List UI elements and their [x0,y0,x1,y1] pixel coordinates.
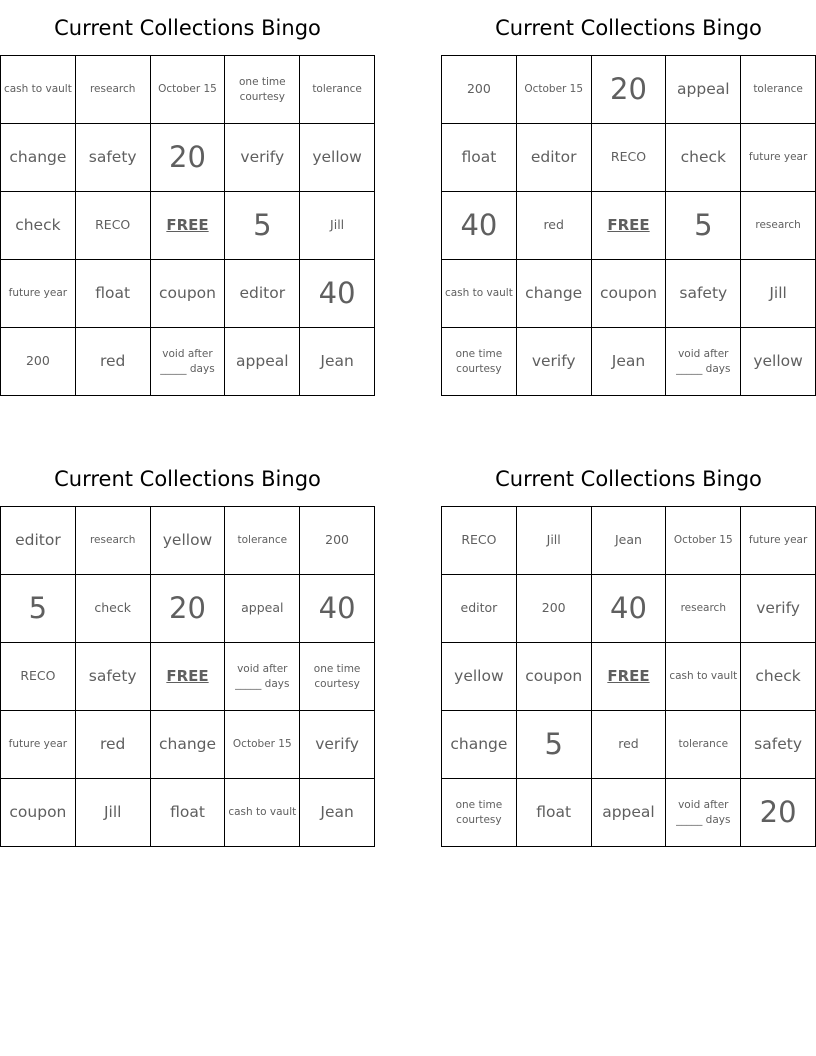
bingo-cell[interactable]: void after _____ days [666,779,741,847]
bingo-card-1 [0,0,375,396]
bingo-cell[interactable]: coupon [591,260,666,328]
bingo-cell[interactable]: cash to vault [442,260,517,328]
bingo-cell[interactable]: coupon [1,779,76,847]
bingo-cell[interactable]: red [75,328,150,396]
free-space-cell[interactable]: FREE [150,643,225,711]
bingo-cell[interactable]: Jean [591,507,666,575]
bingo-cell[interactable]: safety [666,260,741,328]
bingo-cell[interactable]: yellow [741,328,816,396]
grid-row [1,711,375,779]
bingo-cell[interactable]: 40 [300,575,375,643]
bingo-cell[interactable]: Jill [741,260,816,328]
bingo-cell[interactable]: editor [442,575,517,643]
grid-row [442,328,816,396]
free-space-cell[interactable]: FREE [591,643,666,711]
bingo-cell[interactable]: verify [741,575,816,643]
card-title: Current Collections Bingo [495,16,762,40]
bingo-cell[interactable]: October 15 [150,56,225,124]
bingo-cell[interactable]: safety [741,711,816,779]
bingo-cell[interactable]: 20 [591,56,666,124]
bingo-cell[interactable]: October 15 [666,507,741,575]
bingo-cell[interactable]: red [516,192,591,260]
grid-row [442,124,816,192]
bingo-cell[interactable]: tolerance [741,56,816,124]
grid-row [1,56,375,124]
bingo-cell[interactable]: cash to vault [1,56,76,124]
bingo-cell[interactable]: change [150,711,225,779]
grid-row [442,507,816,575]
bingo-cell[interactable]: void after _____ days [225,643,300,711]
bingo-cell[interactable]: future year [741,507,816,575]
grid-row [442,56,816,124]
bingo-cell[interactable]: RECO [1,643,76,711]
bingo-cell[interactable]: check [666,124,741,192]
bingo-cell[interactable]: change [516,260,591,328]
bingo-cell[interactable]: safety [75,643,150,711]
grid-row [442,643,816,711]
bingo-cell[interactable]: one time courtesy [225,56,300,124]
bingo-cell[interactable]: float [150,779,225,847]
bingo-cell[interactable]: check [741,643,816,711]
bingo-cell[interactable]: future year [1,260,76,328]
card-title: Current Collections Bingo [495,467,762,491]
bingo-cell[interactable]: change [1,124,76,192]
grid-row [442,260,816,328]
bingo-cell[interactable]: safety [75,124,150,192]
bingo-cell[interactable]: tolerance [300,56,375,124]
grid-row [442,575,816,643]
bingo-cell[interactable]: coupon [150,260,225,328]
bingo-cell[interactable]: one time courtesy [442,328,517,396]
bingo-cell[interactable]: future year [741,124,816,192]
bingo-cell[interactable]: appeal [666,56,741,124]
bingo-cell[interactable]: Jean [591,328,666,396]
bingo-cell[interactable]: yellow [300,124,375,192]
bingo-cell[interactable]: void after _____ days [150,328,225,396]
bingo-cell[interactable]: 200 [1,328,76,396]
bingo-cell[interactable]: check [1,192,76,260]
grid-row [1,507,375,575]
bingo-cell[interactable]: 20 [150,124,225,192]
grid-row [1,575,375,643]
bingo-cell[interactable]: editor [516,124,591,192]
bingo-cell[interactable]: 40 [300,260,375,328]
grid-row [1,779,375,847]
bingo-cell[interactable]: verify [516,328,591,396]
bingo-cell[interactable]: 200 [300,507,375,575]
grid-row [1,643,375,711]
bingo-cell[interactable]: 200 [442,56,517,124]
bingo-cell[interactable]: red [591,711,666,779]
bingo-cell[interactable]: void after _____ days [666,328,741,396]
grid-row [442,779,816,847]
bingo-cell[interactable]: appeal [591,779,666,847]
bingo-cell[interactable]: one time courtesy [300,643,375,711]
bingo-cell[interactable]: coupon [516,643,591,711]
grid-row [1,192,375,260]
grid-row [1,260,375,328]
bingo-grid [441,55,816,396]
bingo-cell[interactable]: verify [300,711,375,779]
bingo-cell[interactable]: research [741,192,816,260]
bingo-cell[interactable]: check [75,575,150,643]
bingo-cell[interactable]: October 15 [516,56,591,124]
grid-row [1,328,375,396]
bingo-cell[interactable]: Jill [300,192,375,260]
grid-row [1,124,375,192]
grid-row [442,711,816,779]
bingo-grid [0,506,375,847]
bingo-cell[interactable]: cash to vault [225,779,300,847]
bingo-cell[interactable]: tolerance [666,711,741,779]
bingo-cell[interactable]: research [75,56,150,124]
bingo-cell[interactable]: verify [225,124,300,192]
bingo-cell[interactable]: change [442,711,517,779]
bingo-cell[interactable]: editor [225,260,300,328]
bingo-cell[interactable]: appeal [225,575,300,643]
card-title: Current Collections Bingo [54,16,321,40]
card-title: Current Collections Bingo [54,467,321,491]
bingo-cell[interactable]: one time courtesy [442,779,517,847]
free-space-cell[interactable]: FREE [150,192,225,260]
bingo-cell[interactable]: Jean [300,779,375,847]
bingo-cell[interactable]: 40 [442,192,517,260]
bingo-cell[interactable]: RECO [442,507,517,575]
bingo-cell[interactable]: appeal [225,328,300,396]
bingo-cell[interactable]: cash to vault [666,643,741,711]
bingo-cell[interactable]: editor [1,507,76,575]
bingo-cell[interactable]: red [75,711,150,779]
grid-row [442,192,816,260]
bingo-cell[interactable]: 5 [1,575,76,643]
bingo-cell[interactable]: Jill [516,507,591,575]
bingo-cell[interactable]: tolerance [225,507,300,575]
bingo-cell[interactable]: Jill [75,779,150,847]
free-space-cell[interactable]: FREE [591,192,666,260]
bingo-grid [0,55,375,396]
bingo-cell[interactable]: float [442,124,517,192]
bingo-cell[interactable]: 5 [666,192,741,260]
bingo-cell[interactable]: yellow [150,507,225,575]
bingo-cell[interactable]: RECO [591,124,666,192]
bingo-cell[interactable]: October 15 [225,711,300,779]
bingo-cell[interactable]: float [516,779,591,847]
bingo-cell[interactable]: yellow [442,643,517,711]
bingo-cell[interactable]: 200 [516,575,591,643]
bingo-card-4 [441,451,816,847]
bingo-card-3 [0,451,375,847]
bingo-cell[interactable]: 20 [741,779,816,847]
bingo-cell[interactable]: research [666,575,741,643]
bingo-cell[interactable]: float [75,260,150,328]
bingo-cell[interactable]: 5 [516,711,591,779]
bingo-cell[interactable]: RECO [75,192,150,260]
bingo-cell[interactable]: future year [1,711,76,779]
bingo-card-2 [441,0,816,396]
bingo-cell[interactable]: 5 [225,192,300,260]
bingo-cell[interactable]: 40 [591,575,666,643]
bingo-cell[interactable]: Jean [300,328,375,396]
bingo-cell[interactable]: 20 [150,575,225,643]
bingo-grid [441,506,816,847]
bingo-cell[interactable]: research [75,507,150,575]
